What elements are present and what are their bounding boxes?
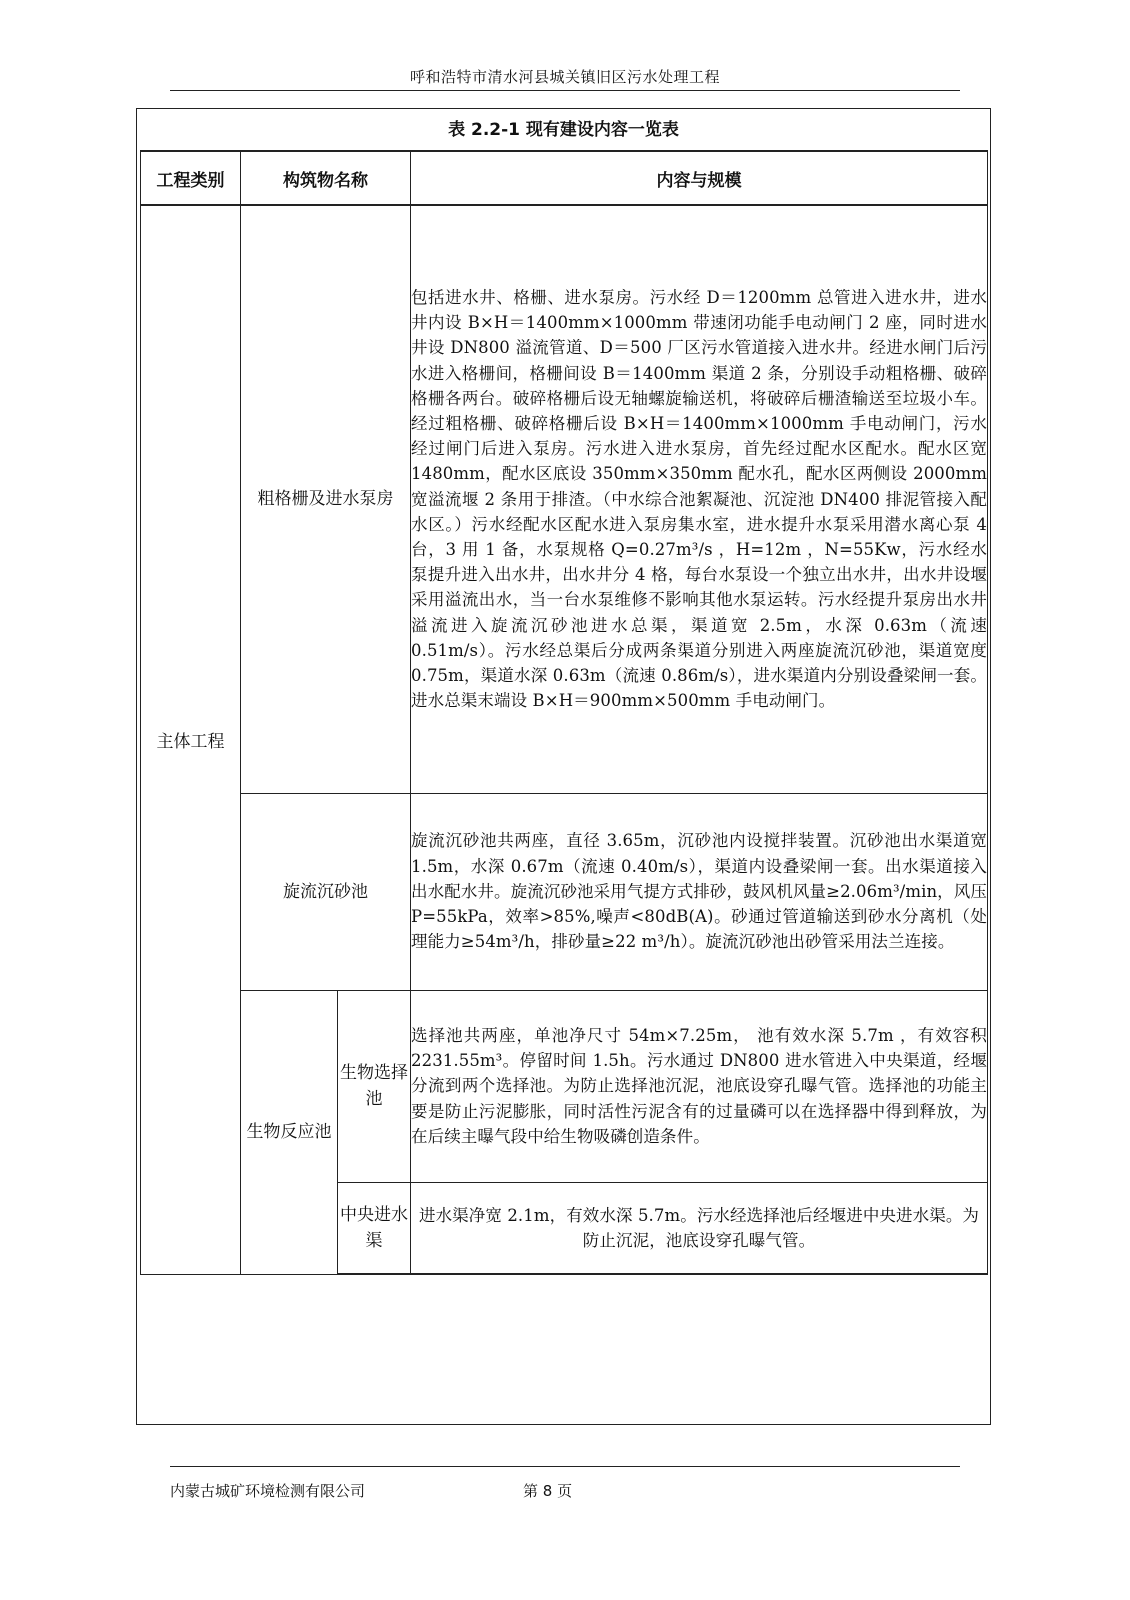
table-row — [141, 990, 988, 1182]
table-header-row — [141, 151, 988, 205]
structure-name-cell: 生物反应池 — [241, 990, 338, 1274]
header-rule — [170, 90, 960, 91]
sub-structure-name-cell: 中央进水渠 — [338, 1182, 411, 1274]
column-header-content: 内容与规模 — [411, 151, 988, 205]
column-header-category: 工程类别 — [141, 151, 241, 205]
footer-rule — [170, 1466, 960, 1467]
footer-company: 内蒙古城矿环境检测有限公司 — [170, 1482, 366, 1500]
content-cell: 选择池共两座，单池净尺寸 54m×7.25m， 池有效水深 5.7m ，有效容积 2231.55m³。停留时间 1.5h。污水通过 DN800 进水管进入中央渠道，经堰分流到两个选择池。为防止选择池沉泥，池底设穿孔曝气管。选择池的功能主要是防止污泥膨胀，同时活性污泥含有的过量磷可以在选择器中得到释放，为在后续主曝气段中给生物吸磷创造条件。 — [411, 990, 988, 1182]
table-row — [141, 205, 988, 793]
table-row — [141, 793, 988, 990]
content-cell: 旋流沉砂池共两座，直径 3.65m，沉砂池内设搅拌装置。沉砂池出水渠道宽 1.5m，水深 0.67m（流速 0.40m/s），渠道内设叠梁闸一套。出水渠道接入出水配水井。旋流沉砂池采用气提方式排砂，鼓风机风量≥2.06m³/min，风压 P=55kPa，效率>85%,噪声<80dB(A)。砂通过管道输送到砂水分离机（处理能力≥54m³/h，排砂量≥22 m³/h）。旋流沉砂池出砂管采用法兰连接。 — [411, 793, 988, 990]
sub-structure-name-cell: 生物选择池 — [338, 990, 411, 1182]
category-cell: 主体工程 — [141, 205, 241, 1274]
structure-name-cell: 粗格栅及进水泵房 — [241, 205, 411, 793]
page-number: 第 8 页 — [523, 1482, 573, 1500]
table-caption: 表 2.2-1 现有建设内容一览表 — [448, 120, 679, 140]
column-header-structure: 构筑物名称 — [241, 151, 411, 205]
document-header-title: 呼和浩特市清水河县城关镇旧区污水处理工程 — [409, 68, 720, 86]
content-cell: 包括进水井、格栅、进水泵房。污水经 D＝1200mm 总管进入进水井，进水井内设 B×H＝1400mm×1000mm 带速闭功能手电动闸门 2 座，同时进水井设 DN800 溢流管道、D＝500 厂区污水管道接入进水井。经进水闸门后污水进入格栅间，格栅间设 B＝1400mm 渠道 2 条，分别设手动粗格栅、破碎格栅各两台。破碎格栅后设无轴螺旋输送机，将破碎后栅渣输送至垃圾小车。经过粗格栅、破碎格栅后设 B×H＝1400mm×1000mm 手电动闸门，污水经过闸门后进入泵房。污水进入进水泵房，首先经过配水区配水。配水区宽 1480mm，配水区底设 350mm×350mm 配水孔，配水区两侧设 2000mm 宽溢流堰 2 条用于排渣。（中水综合池絮凝池、沉淀池 DN400 排泥管接入配水区。）污水经配水区配水进入泵房集水室，进水提升水泵采用潜水离心泵 4 台，3 用 1 备，水泵规格 Q=0.27m³/s ，H=12m ，N=55Kw，污水经水泵提升进入出水井，出水井分 4 格，每台水泵设一个独立出水井，出水井设堰采用溢流出水，当一台水泵维修不影响其他水泵运转。污水经提升泵房出水井溢流进入旋流沉砂池进水总渠，渠道宽 2.5m，水深 0.63m（流速 0.51m/s）。污水经总渠后分成两条渠道分别进入两座旋流沉砂池，渠道宽度 0.75m，渠道水深 0.63m（流速 0.86m/s），进水渠道内分别设叠梁闸一套。进水总渠末端设 B×H＝900mm×500mm 手电动闸门。 — [411, 205, 988, 793]
content-cell: 进水渠净宽 2.1m，有效水深 5.7m。污水经选择池后经堰进中央进水渠。为防止沉泥，池底设穿孔曝气管。 — [411, 1182, 988, 1274]
construction-table — [140, 150, 988, 1275]
structure-name-cell: 旋流沉砂池 — [241, 793, 411, 990]
